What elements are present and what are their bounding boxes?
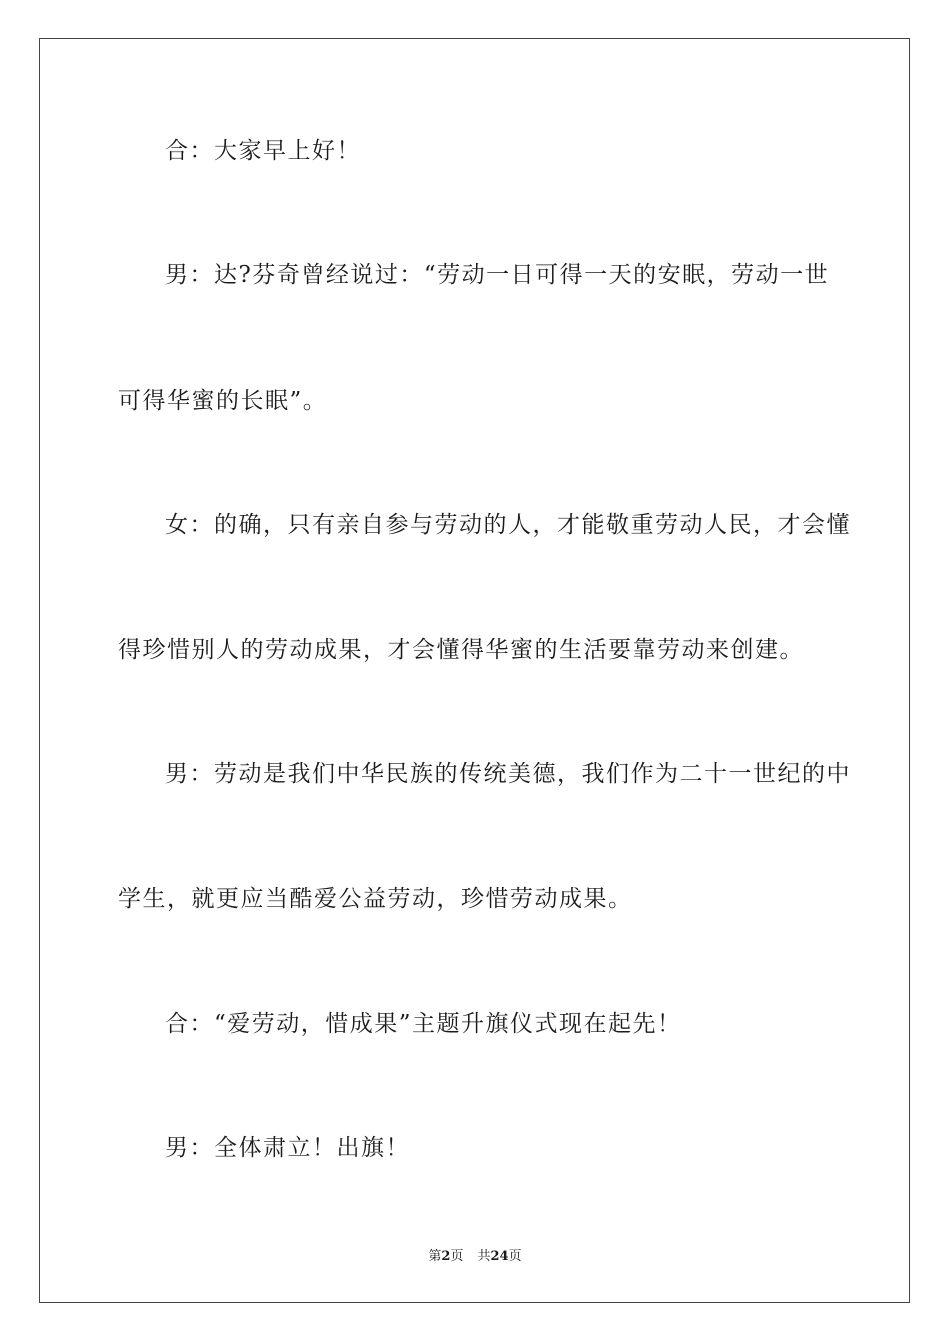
paragraph-line: 女：的确，只有亲自参与劳动的人，才能敬重劳动人民，才会懂	[165, 512, 851, 538]
paragraph-line: 男：达?芬奇曾经说过：“劳动一日可得一天的安眠，劳动一世	[165, 262, 830, 288]
total-label-suffix: 页	[508, 1249, 522, 1264]
paragraph-line: 学生，就更应当酷爱公益劳动，珍惜劳动成果。	[118, 886, 633, 912]
paragraph-line: 合：大家早上好！	[165, 138, 361, 164]
page-label-suffix: 页	[450, 1249, 464, 1264]
page-label-prefix: 第	[428, 1249, 442, 1264]
paragraph-line: 男：劳动是我们中华民族的传统美德，我们作为二十一世纪的中	[165, 761, 851, 787]
paragraph-line: 男：全体肃立！出旗！	[165, 1135, 410, 1161]
page-number: 2	[441, 1249, 451, 1264]
total-pages: 24	[490, 1249, 509, 1264]
paragraph-line: 合：“爱劳动，惜成果”主题升旗仪式现在起先！	[165, 1011, 682, 1037]
page-border	[39, 38, 910, 1303]
paragraph-line: 可得华蜜的长眠”。	[118, 388, 328, 414]
total-label-prefix: 共	[477, 1249, 491, 1264]
page-footer	[0, 1248, 950, 1266]
paragraph-line: 得珍惜别人的劳动成果，才会懂得华蜜的生活要靠劳动来创建。	[118, 637, 804, 663]
